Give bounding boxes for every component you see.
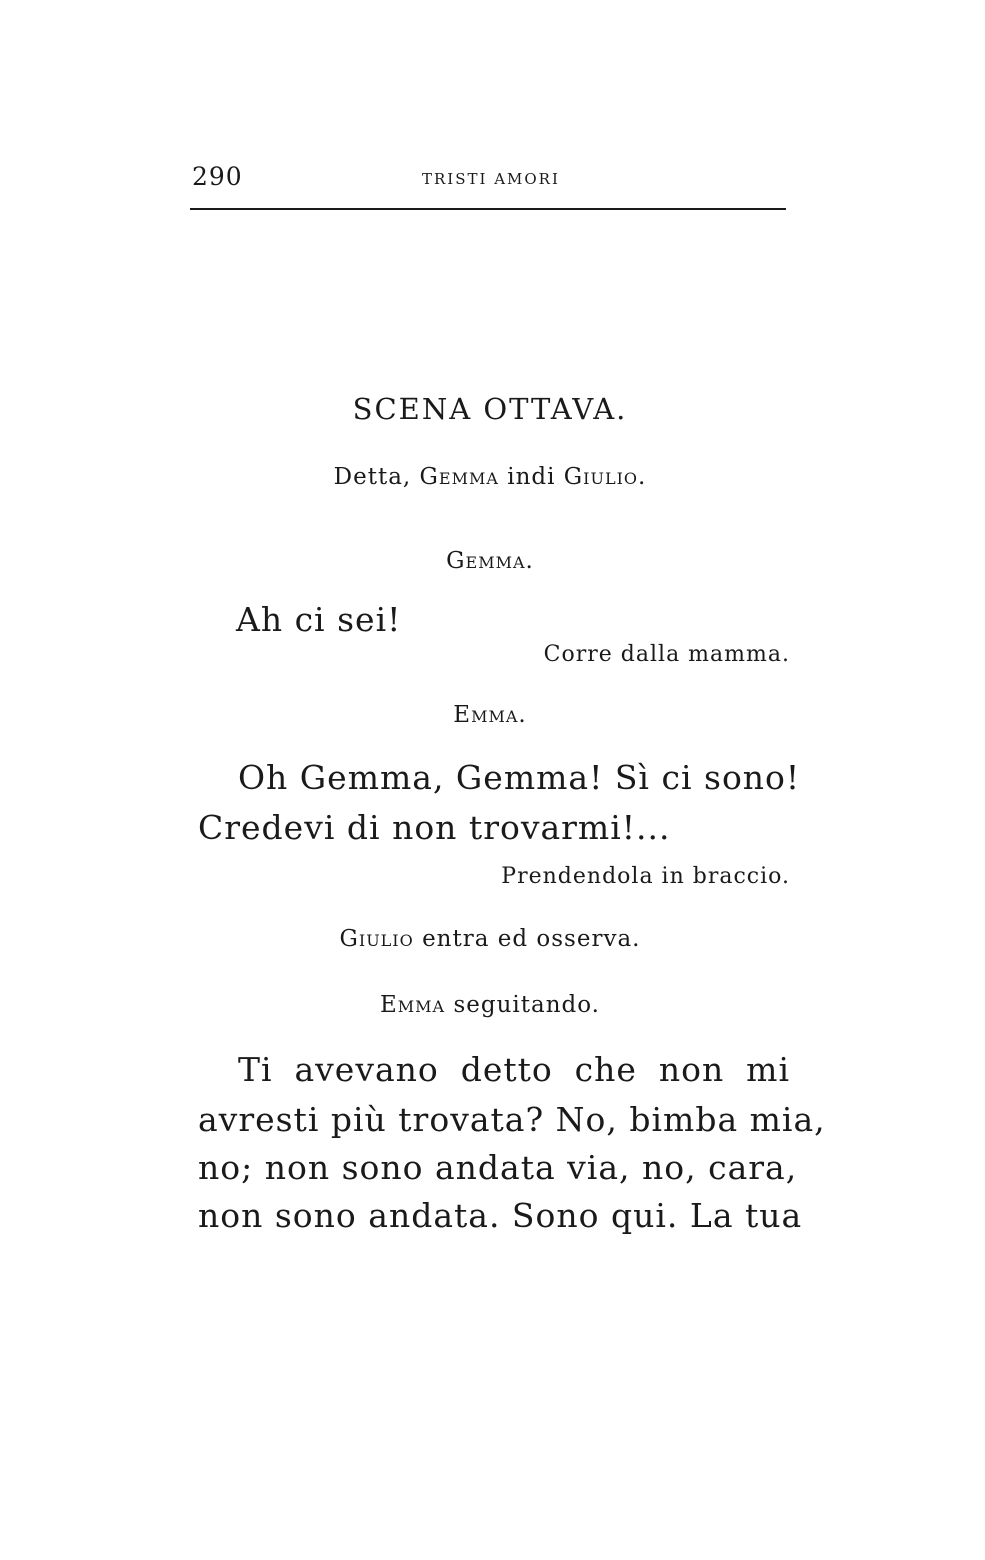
character-gemma: Gemma bbox=[419, 464, 499, 490]
scene-title: SCENA OTTAVA. bbox=[352, 392, 628, 426]
page-number: 290 bbox=[192, 162, 243, 191]
running-title: TRISTI AMORI bbox=[422, 170, 560, 188]
paragraph-line: avresti più trovata? No, bimba mia, bbox=[198, 1100, 826, 1139]
emma-line-1: Oh Gemma, Gemma! Sì ci sono! bbox=[238, 758, 801, 797]
character-giulio: Giulio. bbox=[563, 464, 647, 490]
header-rule bbox=[190, 208, 786, 210]
stage-giulio-name: Giulio bbox=[339, 926, 414, 952]
stage-direction-giulio bbox=[190, 926, 790, 952]
page-header bbox=[190, 160, 786, 200]
gemma-line: Ah ci sei! bbox=[236, 600, 402, 639]
speaker-emma: Emma. bbox=[453, 702, 527, 728]
paragraph-line: no; non sono andata via, no, cara, bbox=[198, 1148, 798, 1187]
stage-emma-name: Emma bbox=[380, 992, 446, 1018]
characters-intro: Detta, bbox=[333, 464, 412, 490]
characters-mid: indi bbox=[507, 464, 556, 490]
paragraph-line: Ti avevano detto che non mi bbox=[238, 1050, 790, 1089]
stage-direction-emma bbox=[190, 992, 790, 1018]
emma-line-2: Credevi di non trovarmi!... bbox=[198, 808, 671, 847]
stage-giulio-text: entra ed osserva. bbox=[422, 926, 641, 952]
paragraph-line: non sono andata. Sono qui. La tua bbox=[198, 1196, 803, 1235]
speaker-gemma: Gemma. bbox=[446, 548, 534, 574]
stage-emma-text: seguitando. bbox=[453, 992, 600, 1018]
stage-direction-corre: Corre dalla mamma. bbox=[543, 642, 790, 667]
scene-characters bbox=[190, 464, 790, 490]
stage-direction-prendendola: Prendendola in braccio. bbox=[501, 864, 790, 889]
